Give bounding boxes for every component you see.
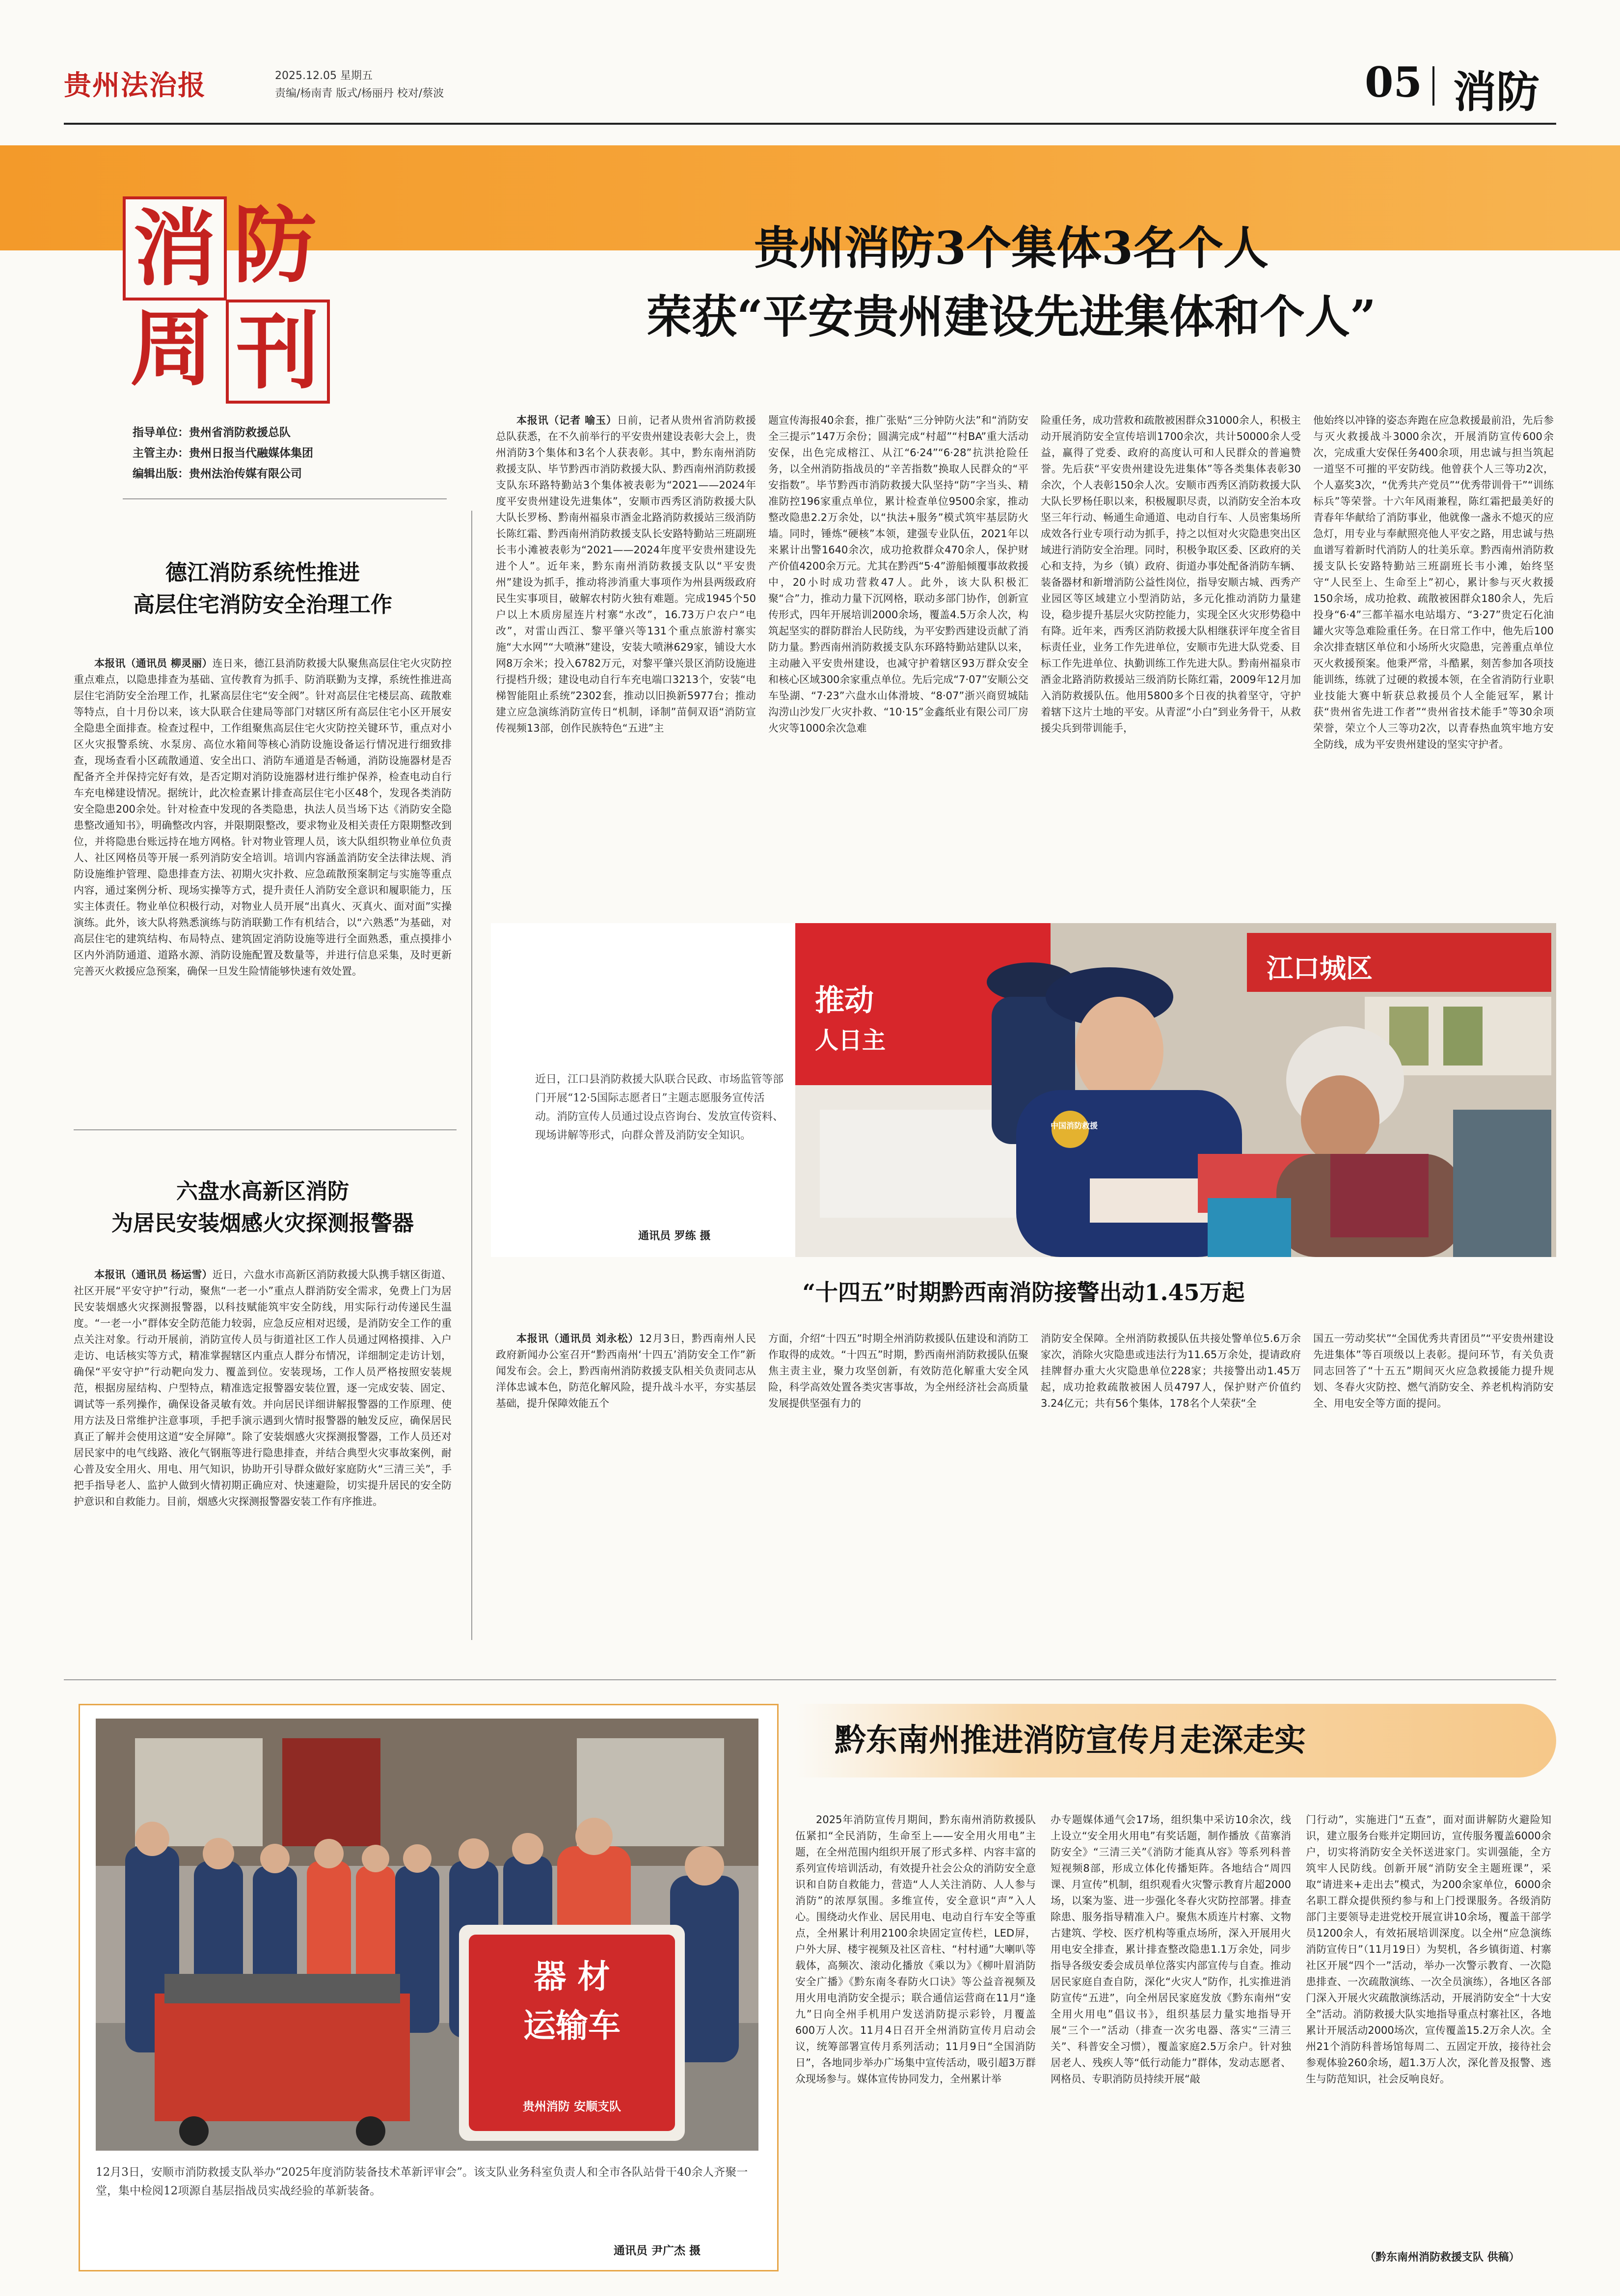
page-number: 05 <box>1365 58 1422 107</box>
masthead-divider <box>1432 66 1434 106</box>
photo2-sign-line2: 运输车 <box>523 2006 621 2045</box>
photo1-banner-sub: 人日主 <box>815 1027 886 1054</box>
qianxinan-column-4 <box>1313 1331 1554 1606</box>
column-logo <box>123 196 329 403</box>
qiandongnan-text-2: 办专题媒体通气会17场，组织集中采访10余次，线上设立“安全用火用电”有奖话题，制作播放《苗寨消防安全》“三清三关”《消防才能真从容》等系列科普短视频8部，形成立体化传播矩阵。各地结合“周四课、月宣传”机制，组织观看火灾警示教育片超2000场，以案为鉴、进一步强化冬春火灾防控部署。排查除患、服务指导精准入户。聚焦木质连片村寨、文物古建筑、学校、医疗机构等重点场所，深入开展用火用电安全排查，累计排查整改隐患1.1万余处，同步指导各级安委会成员单位落实内部宣传与自查。推动居民家庭自查自防，深化“火灾人”防作，扎实推进消防宣传“五进”，向全州居民家庭发放《黔东南州“安全用火用电”倡议书》，组织基层力量实地指导开展“三个一”活动（排查一次劣电器、落实“三清三关”、科普安全习惯），覆盖家庭2.5万余户。针对独居老人、残疾人等“低行动能力”群体，发动志愿者、网格员、专职消防员持续开展“敲 <box>1051 1814 1291 2085</box>
sponsor-unit: 主管主办：贵州日报当代融媒体集团 <box>133 447 313 460</box>
qiandongnan-text-1: 2025年消防宣传月期间，黔东南州消防救援队伍紧扣“全民消防，生命至上——安全用火用电”主题，在全州范围内组织开展了形式多样、内容丰富的系列宣传培训活动，有效提升社会公众的消防安全意识和自防自救能力，营造“人人关注消防、人人参与消防”的浓厚氛围。多维宣传，安全意识“声”入人心。围绕动火作业、居民用电、电动自行车安全等重点，全州累计利用2100余块固定宣传栏，LED屏，户外大屏、楼宇视频及社区音柱、“村村通”大喇叭等载体，高频次、滚动化播放《乘以为》《柳叶眉消防安全广播》《黔东南冬春防火口诀》等公益音视频及用火用电消防安全提示；联合通信运营商在11月“逢九”日向全州手机用户发送消防提示彩铃，月覆盖600万人次。11月4日召开全州消防宣传月启动会议，统筹部署宣传月系列活动；11月9日“全国消防日”，各地同步举办广场集中宣传活动，吸引超3万群众现场参与。媒体宣传协同发力，全州累计举 <box>795 1814 1036 2085</box>
lead-column-2 <box>768 412 1028 903</box>
editors-line: 责编/杨南青 版式/杨丽丹 校对/蔡波 <box>275 87 444 100</box>
logo-char-4: 刊 <box>236 302 320 401</box>
liupanshui-title-line1: 六盘水高新区消防 <box>176 1179 349 1204</box>
lead-title-line2: 荣获“平安贵州建设先进集体和个人” <box>647 290 1376 343</box>
lead-text-1: 日前，记者从贵州省消防救援总队获悉，在不久前举行的平安贵州建设表彰大会上，贵州消防3个集体和3名个人获表彰。其中，黔东南州消防救援支队、毕节黔西市消防救援大队、黔西南州消防救援支队东环路特勤站3个集体被表彰为“2021——2024年度平安贵州建设先进集体”，安顺市西秀区消防救援大队大队长罗杨、黔南州福泉市酒金北路消防救援站三级消防长陈红霜、黔西南州消防救援支队长安路特勤站三班副班长韦小滩被表彰为“2021——2024年度平安贵州建设先进个人”。近年来，黔东南州消防救援支队以“平安贵州”建设为抓手，推动将涉消重大事项作为州县两级政府民生实事项目，破解农村防火独有难题。完成1945个50户以上木质房屋连片村寨“水改”，16.73万户农户“电改”，对雷山西江、黎平肇兴等131个重点旅游村寨实施“大水网”“大喷淋”建设，安装大喷淋629家，铺设大水网8万余米；投入6782万元，对黎平肇兴景区消防设施进行提档升级；建设电动自行车充电端口3213个，安装“电梯智能阻止系统”2302套，推动以旧换新5977台；推动建立应急演练消防宣传日“机制，译制”苗侗双语“消防宣传视频13部，创作民族特色“五进”主 <box>496 414 756 734</box>
qiandongnan-text-3: 门行动”，实施进门“五查”，面对面讲解防火避险知识，建立服务台账并定期回访，宣传服务覆盖6000余户，切实将消防安全关怀送进家门。实训强能，全方筑牢人民防线。创新开展“消防安全主题班课”，采取“请进来+走出去”模式，为200余家单位，6000余名职工群众提供预约参与和上门授课服务。各级消防部门主要领导走进党校开展宣讲10余场，覆盖干部学员1200余人，有效拓展培训深度。以全州“应急演练消防宣传日”（11月19日）为契机，各乡镇街道、村寨社区开展“四个一”活动，举办一次警示教育、一次隐患排查、一次疏散演练、一次全员演练），各地区各部门深入开展火灾疏散演练活动，开展消防安全“十大安全”活动。消防救援大队实地指导重点村寨社区，各地累计开展活动2000场次，宣传覆盖15.2万余人次。全州21个消防科普场馆每周二、五固定开放，接待社会参观体验260余场，超1.3万人次，深化普及报警、逃生与防范知识，社会反响良好。 <box>1306 1814 1551 2085</box>
lead-text-2: 题宣传海报40余套，推广张贴“三分钟防火法”和“消防安全三提示”147万余份；圆满完成“村超”“村BA”重大活动安保，出色完成榕江、从江“6·24”“6·28”抗洪抢险任务，以全州消防指战员的“辛苦指数”换取人民群众的“平安指数”。毕节黔西市消防救援大队坚持“防”字当头、精准防控196家重点单位，累计检查单位9500余家，推动整改隐患2.2万余处，以“执法+服务”模式筑牢基层防火墙。同时，锤炼“硬核”本领，建强专业队伍，2021年以来累计出警1640余次，成功抢救群众470余人，保护财产价值4200余万元。尤其在黔西“5·4”游船倾覆事故救援中，20小时成功营救47人。此外，该大队积极汇聚“合”力，推动力量下沉网格，联动多部门协作，创新宣传形式，四年开展培训2000余场，覆盖4.5万余人次，构筑起坚实的群防群治人民防线，为平安黔西建设贡献了消防力量。黔西南州消防救援支队东环路特勤站建队以来，主动融入平安贵州建设，也减守护着辖区93万群众安全和核心区域300余家重点单位。先后完成“7·07”安顺公交车坠湖、“7·23”六盘水山体滑坡、“8·07”浙兴商贸城陆沟涝山沙发厂火灾扑救、“10·15”金鑫纸业有限公司厂房火灾等1000余次急难 <box>768 414 1028 734</box>
photo1-caption-box <box>535 1070 785 1232</box>
volunteer-scene-illustration <box>795 923 1556 1257</box>
photo1-credit: 通讯员 罗练 摄 <box>638 1230 711 1242</box>
qianxinan-text-3: 消防安全保障。全州消防救援队伍共接处警单位5.6万余家次，消除火灾隐患或违法行为11.65万余处，提请政府挂牌督办重大火灾隐患单位228家；共接警出动1.45万起，成功抢救疏散被困人员4797人，保护财产价值约3.24亿元；共有56个集体，178名个人荣获“全 <box>1041 1333 1301 1409</box>
photo2-caption: 12月3日，安顺市消防救援支队举办“2025年度消防装备技术革新评审会”。该支队业务科室负责人和全市各队站骨干40余人齐聚一堂，集中检阅12项源自基层指战员实战经验的革新装备。 <box>96 2166 748 2197</box>
lead-text-4: 他始终以冲锋的姿态奔跑在应急救援最前沿，先后参与灭火救援战斗3000余次，开展消防宣传600余次，完成重大安保任务400余项，用忠诚与担当筑起一道坚不可摧的平安防线。他曾获个人三等功2次，个人嘉奖3次，“优秀共产党员”“优秀带训骨干”“训练标兵”等荣誉。十六年风雨兼程，陈红霜把最美好的青春年华献给了消防事业，他就像一盏永不熄灭的应急灯，用专业与奉献照亮他人平安之路，用忠诚与热血谱写着新时代消防人的壮美乐章。黔西南州消防救援支队长安路特勤站三班副班长韦小滩，始终坚守“人民至上、生命至上”初心，累计参与灭火救援150余场，成功抢救、疏散被困群众180余人，先后投身“6·4”三都羊福水电站塌方、“3·27”贵定石化油罐火灾等急难险重任务。在日常工作中，他先后100余次排查辖区单位和小场所火灾隐患，完善重点单位灭火救援预案。他秉严常，斗酷累，刻苦参加各项技能训练，练就了过硬的救援本领，在全省消防行业职业技能大赛中斩获总救援员个人全能冠军，累计获“贵州省先进工作者”“贵州省技术能手”等30余项荣誉，荣立个人三等功2次，以青春热血筑牢地方安全防线，成为平安贵州建设的坚实守护者。 <box>1313 414 1554 750</box>
dejiang-byline: 本报讯（通讯员 柳灵丽） <box>94 657 213 669</box>
equipment-review-illustration <box>96 1719 758 2151</box>
qianxinan-text-4: 国五一劳动奖状”“全国优秀共青团员”“平安贵州建设先进集体”等百项级以上表彰。提问环节，有关负责同志回答了“十五五”期间灭火应急救援能力提升规划、冬春火灾防控、燃气消防安全、养老机构消防安全、用电安全等方面的提问。 <box>1313 1333 1554 1409</box>
lead-byline: 本报讯（记者 喻玉） <box>516 414 617 426</box>
logo-char-3: 周 <box>130 300 214 398</box>
dejiang-text: 连日来，德江县消防救援大队聚焦高层住宅火灾防控重点难点，以隐患排查为基础、宣传教育为抓手、防消联勤为支撑，系统性推进高层住宅消防安全治理工作，扎紧高层住宅“安全阀”。针对高层住宅楼层高、疏散难等特点，自十月份以来，该大队联合住建局等部门对辖区所有高层住宅小区开展安全隐患全面排查。检查过程中，工作组聚焦高层住宅火灾防控关键环节，重点对小区火灾报警系统、水泵房、高位水箱间等核心消防设施设备运行情况进行细致排查，现场查看小区疏散通道、安全出口、消防车通道是否畅通，消防设施器材是否配备齐全并保持完好有效，是否定期对消防设施器材进行维护保养，检查电动自行车充电梯建设情况。据统计，此次检查累计排查高层住宅小区48个，发现各类消防安全隐患200余处。针对检查中发现的各类隐患，执法人员当场下达《消防安全隐患整改通知书》，明确整改内容，并限期限整改，要求物业及相关责任方限期整改到位，并将隐患台账远持在地方网格。针对物业管理人员，该大队组织物业单位负责人、社区网格员等开展一系列消防安全培训。培训内容涵盖消防安全法律法规、消防设施维护管理、隐患排查方法、初期火灾扑救、应急疏散预案制定与实施等重点内容，通过案例分析、现场实操等方式，提升责任人消防安全意识和履职能力，压实主体责任。物业单位积极行动，对物业人员开展“出真火、灭真火、面对面”实操演练。此外，该大队将熟悉演练与防消联勤工作有机结合，以“六熟悉”为基础，对高层住宅的建筑结构、布局特点、建筑固定消防设施等进行全面熟悉，重点摸排小区内外消防通道、道路水源、消防设施配置及数量等，并进行信息采集，及时更新完善灭火救援应急预案，确保一旦发生险情能够快速有效处置。 <box>74 657 452 977</box>
dejiang-body <box>74 656 452 1201</box>
liupanshui-byline: 本报讯（通讯员 杨运雪） <box>94 1269 213 1281</box>
qiandongnan-column-3 <box>1306 1812 1551 2244</box>
dejiang-rule <box>74 1129 457 1130</box>
qiandongnan-column-2 <box>1051 1812 1291 2273</box>
masthead-rule <box>64 123 1556 125</box>
photo1-banner-text2: 江口城区 <box>1267 953 1373 984</box>
left-column-rule <box>123 498 447 499</box>
dejiang-title-line1: 德江消防系统性推进 <box>165 560 360 585</box>
qianxinan-column-1 <box>496 1331 756 1606</box>
photo2-sign-footer: 贵州消防 安顺支队 <box>522 2100 621 2113</box>
dejiang-title-line2: 高层住宅消防安全治理工作 <box>133 592 392 617</box>
photo2-image <box>96 1719 758 2151</box>
photo2-sign-line1: 器 材 <box>534 1957 610 1995</box>
qianxinan-column-3 <box>1041 1331 1301 1606</box>
liupanshui-title-line2: 为居民安装烟感火灾探测报警器 <box>111 1211 414 1236</box>
lead-column-3 <box>1041 412 1301 903</box>
liupanshui-body <box>74 1267 452 1620</box>
publication-info <box>133 422 313 484</box>
guide-unit: 指导单位：贵州省消防救援总队 <box>133 426 291 439</box>
qiandongnan-source: （黔东南州消防救援支队 供稿） <box>1365 2251 1520 2264</box>
lead-text-3: 险重任务，成功营救和疏散被困群众31000余人，积极主动开展消防安全宣传培训1700余次，共计50000余人受益，赢得了党委、政府的高度认可和人民群众的普遍赞誉。先后获“平安贵州建设先进集体”等各类集体表彰30余次，个人表彰150余人次。安顺市西秀区消防救援大队大队长罗杨任职以来，积极履职尽责，以消防安全治本攻坚三年行动、畅通生命通道、电动自行车、人员密集场所成效各行业专项行动为抓手，持之以恒对火灾隐患突出区域进行消防安全治理。同时，积极争取区委、区政府的关心和支持，为乡（镇）政府、街道办事处配备消防车辆、装备器材和新增消防公益性岗位，指导安顺古城、西秀产业园区等区域建立小型消防站，多元化推动消防力量建设，稳步提升基层火灾防控能力，实现全区火灾形势稳中有降。近年来，西秀区消防救援大队相继获评年度全省目标责任业，业务工作先进单位，安顺市先进大队党委、目标工作先进单位、执勤训练工作先进大队。黔南州福泉市酒金北路消防救援站三级消防长陈红霜，2009年12月加入消防救援队伍。他用5800多个日夜的执着坚守，守护着辖下这片土地的平安。从青涩“小白”到业务骨干，从救援尖兵到带训能手， <box>1041 414 1301 734</box>
left-vertical-rule <box>471 511 472 1640</box>
lead-column-4 <box>1313 412 1554 903</box>
photo1-badge: 中国消防救援 <box>1051 1121 1098 1130</box>
qianxinan-column-2 <box>768 1331 1028 1606</box>
qianxinan-byline: 本报讯（通讯员 刘永松） <box>516 1333 639 1344</box>
bottom-section-rule <box>64 1679 1556 1680</box>
logo-char-1: 消 <box>133 199 216 298</box>
photo1-image <box>795 923 1556 1257</box>
photo1-banner-text: 推动 <box>815 984 874 1018</box>
section-name: 消防 <box>1453 66 1540 117</box>
lead-column-1 <box>496 412 756 903</box>
qiandongnan-column-1 <box>795 1812 1036 2273</box>
liupanshui-text: 近日，六盘水市高新区消防救援大队携手辖区街道、社区开展“平安守护”行动，聚焦“一老一小”重点人群消防安全需求，免费上门为居民安装烟感火灾探测报警器，以科技赋能筑牢安全防线，用实际行动传递民生温度。“一老一小”群体安全防范能力较弱，应急反应相对迟缓，是消防安全工作的重点关注对象。行动开展前，消防宣传人员与街道社区工作人员通过网格摸排、入户走访、电话核实等方式，精准掌握辖区内重点人群分布情况，详细制定走访计划，确保“平安守护”行动靶向发力、覆盖到位。安装现场，工作人员严格按照安装规范，根据房屋结构、户型特点，精准选定报警器安装位置，逐一完成安装、固定、调试等一系列操作，确保设备灵敏有效。并向居民详细讲解报警器的工作原理、使用方法及日常维护注意事项，手把手演示遇到火情时报警器的触发反应，确保居民真正了解并会使用这道“安全屏障”。除了安装烟感火灾探测报警器，工作人员还对居民家中的电气线路、液化气钢瓶等进行隐患排查，并结合典型火灾事故案例，耐心普及安全用火、用电、用气知识，协助开引导群众做好家庭防火“三清三关”，手把手指导老人、监护人做到火情初期正确应对、快速避险，切实提升居民的安全防护意识和自救能力。目前，烟感火灾探测报警器安装工作有序推进。 <box>74 1269 452 1507</box>
paper-name-logo: 贵州法治报 <box>64 69 206 102</box>
logo-char-2: 防 <box>233 196 317 295</box>
date-line: 2025.12.05 星期五 <box>275 70 373 82</box>
qiandongnan-title: 黔东南州推进消防宣传月走深走实 <box>835 1722 1306 1759</box>
qianxinan-title: “十四五”时期黔西南消防接警出动1.45万起 <box>802 1279 1245 1306</box>
qianxinan-text-2: 方面，介绍“十四五”时期全州消防救援队伍建设和消防工作取得的成效。“十四五”时期，黔西南州消防救援队伍聚焦主责主业，聚力攻坚创新，有效防范化解重大安全风险，科学高效处置各类灾害事故，为全州经济社会高质量发展提供坚强有力的 <box>768 1333 1028 1409</box>
qianxinan-text-1: 12月3日，黔西南州人民政府新闻办公室召开“黔西南州‘十四五’消防安全工作”新闻发布会。会上，黔西南州消防救援支队相关负责同志从洋体忠诚本色，防范化解风险，提升战斗水平，夯实基层基础，提升保障效能五个 <box>496 1333 756 1409</box>
photo1-caption: 近日，江口县消防救援大队联合民政、市场监管等部门开展“12·5国际志愿者日”主题志愿服务宣传活动。消防宣传人员通过设点咨询台、发放宣传资料、现场讲解等形式，向群众普及消防安全知识。 <box>535 1073 784 1142</box>
publisher-unit: 编辑出版：贵州法治传媒有限公司 <box>133 467 302 480</box>
lead-title-line1: 贵州消防3个集体3名个人 <box>754 221 1269 274</box>
photo2-credit: 通讯员 尹广杰 摄 <box>614 2244 701 2257</box>
